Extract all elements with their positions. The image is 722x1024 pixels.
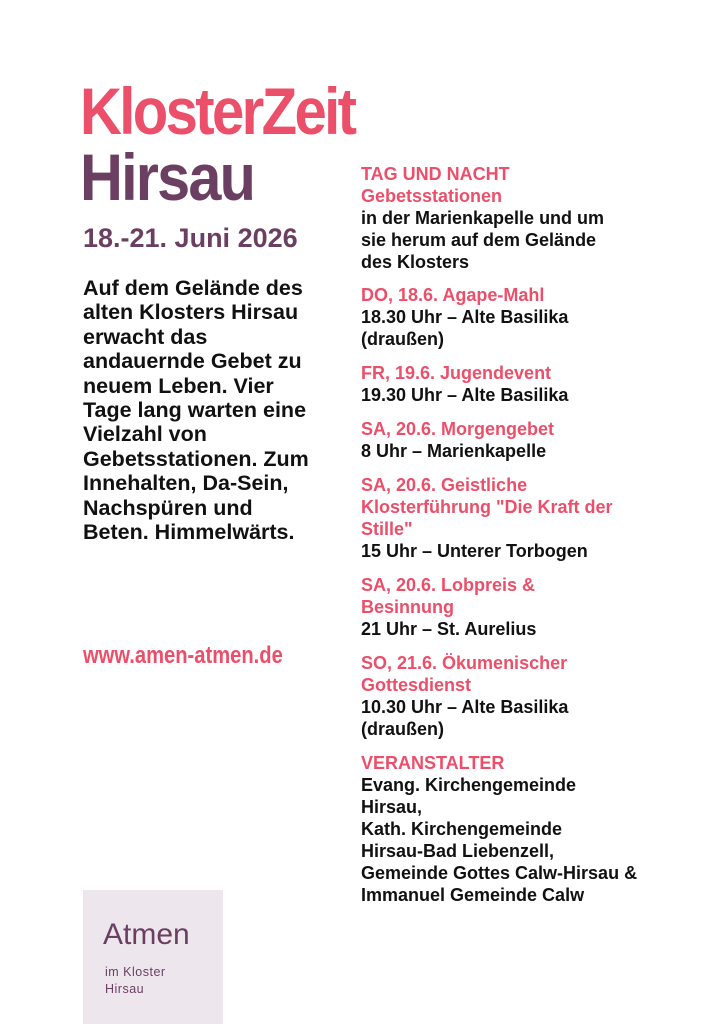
- event-heading: SA, 20.6. Morgengebet: [361, 419, 555, 439]
- event-klosterfuehrung: [361, 474, 681, 562]
- event-heading: SO, 21.6. Ökumenischer Gottesdienst: [361, 653, 568, 695]
- title-hirsau: Hirsau: [80, 140, 255, 214]
- event-heading: DO, 18.6. Agape-Mahl: [361, 285, 545, 305]
- organizers-heading: VERANSTALTER: [361, 753, 505, 773]
- program-column: [361, 163, 681, 906]
- atmen-logo: [83, 890, 223, 1024]
- organizer-line: Gemeinde Gottes Calw-Hirsau &: [361, 863, 638, 883]
- logo-sub-line1: im Kloster: [105, 965, 166, 979]
- event-detail: 21 Uhr – St. Aurelius: [361, 619, 537, 639]
- title-klosterzeit: KlosterZeit: [80, 74, 355, 148]
- event-jugendevent: [361, 362, 681, 406]
- event-tag-und-nacht: [361, 163, 681, 273]
- organizer-line: Immanuel Gemeinde Calw: [361, 885, 585, 905]
- event-detail: 8 Uhr – Marienkapelle: [361, 441, 547, 461]
- event-morgengebet: [361, 418, 681, 462]
- event-heading: SA, 20.6. Geistliche Klosterführung "Die Kraft der Stille": [361, 475, 613, 539]
- event-date: 18.-21. Juni 2026: [83, 223, 298, 253]
- event-heading: TAG UND NACHT: [361, 164, 510, 184]
- logo-sub-line2: Hirsau: [105, 982, 145, 996]
- organizer-line: Kath. Kirchengemeinde Hirsau-Bad Liebenzell,: [361, 819, 563, 861]
- organizer-line: Evang. Kirchengemeinde Hirsau,: [361, 775, 577, 817]
- event-detail: 18.30 Uhr – Alte Basilika (draußen): [361, 307, 569, 349]
- event-heading: SA, 20.6. Lobpreis & Besinnung: [361, 575, 536, 617]
- event-heading: Gebetsstationen: [361, 186, 503, 206]
- organizers: [361, 752, 681, 906]
- event-gottesdienst: [361, 652, 681, 740]
- event-detail: in der Marienkapelle und um sie herum auf dem Gelände des Klosters: [361, 208, 605, 272]
- event-lobpreis: [361, 574, 681, 640]
- event-detail: 10.30 Uhr – Alte Basilika (draußen): [361, 697, 569, 739]
- intro-text: Auf dem Gelände des alten Klosters Hirsau erwacht das andauernde Gebet zu neuem Leben. Vier Tage lang warten eine Vielzahl von Gebetsstationen. Zum Innehalten, Da-Sein, Nachspüren und Beten. Himmelwärts.: [83, 276, 309, 545]
- event-detail: 15 Uhr – Unterer Torbogen: [361, 541, 588, 561]
- website-link[interactable]: www.amen-atmen.de: [83, 642, 283, 669]
- atmen-wordmark-text: Atmen: [103, 918, 190, 951]
- event-heading: FR, 19.6. Jugendevent: [361, 363, 552, 383]
- event-detail: 19.30 Uhr – Alte Basilika: [361, 385, 569, 405]
- atmen-wordmark: [103, 918, 203, 952]
- logo-subtitle: [105, 964, 166, 998]
- event-agape: [361, 284, 681, 350]
